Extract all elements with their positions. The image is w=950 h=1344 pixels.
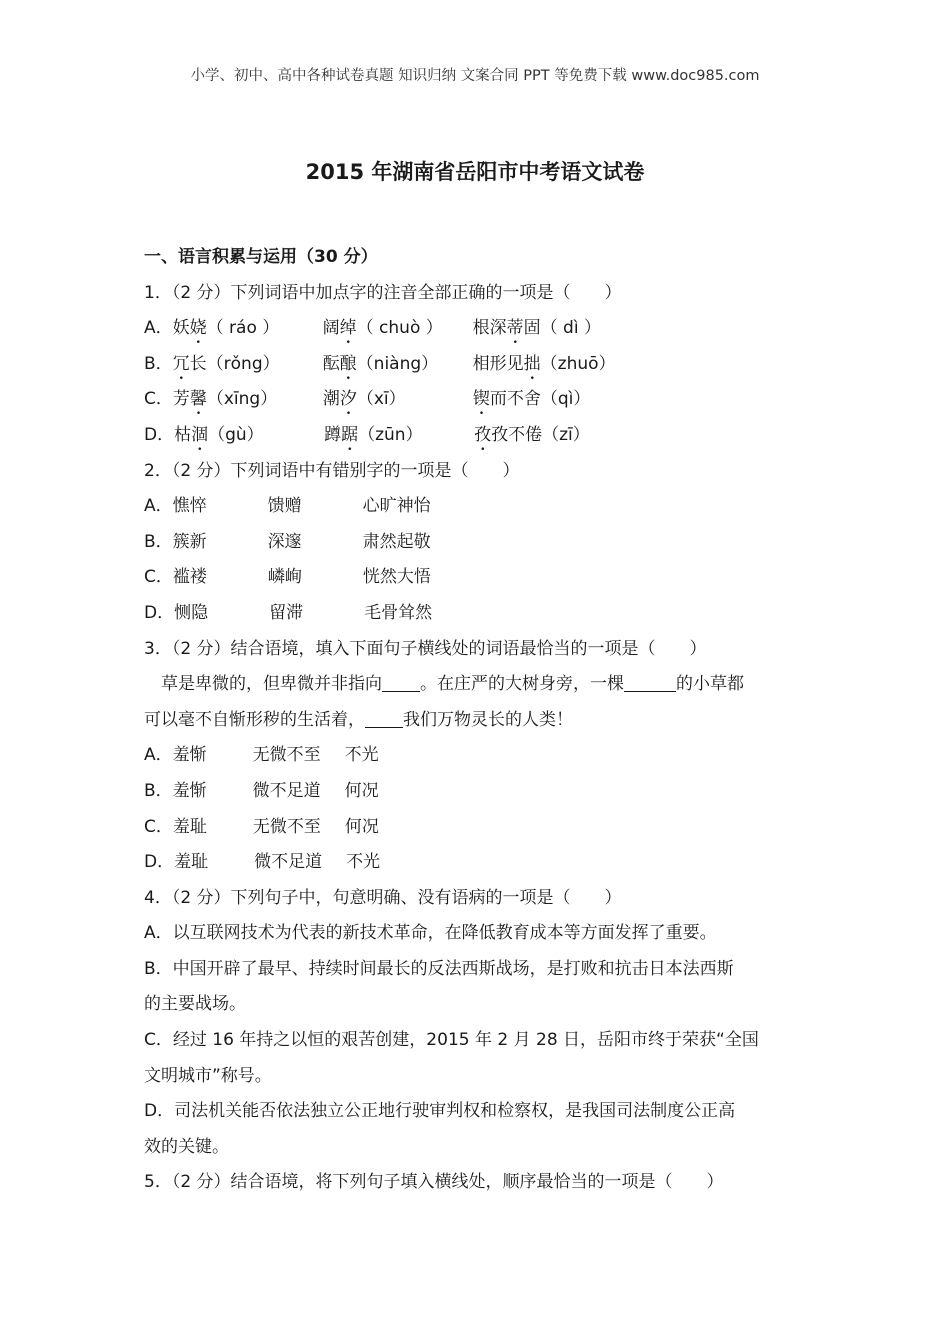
question-2-option-d: D．恻隐 留滞 毛骨耸然: [144, 602, 433, 623]
fill-blank-3: [365, 708, 403, 728]
question-1-option-d: D．枯涸（gù） 蹲踞（zūn） 孜孜不倦（zī）: [144, 424, 590, 445]
fill-blank-2: [624, 672, 676, 692]
question-4-option-c: C．经过 16 年持之以恒的艰苦创建，2015 年 2 月 28 日，岳阳市终于荣获“全国: [144, 1030, 759, 1051]
question-5-stem: 5．（2 分）结合语境，将下列句子填入横线处，顺序最恰当的一项是（ ）: [144, 1172, 724, 1193]
question-2-option-a: A．憔悴 馈赠 心旷神怡: [144, 496, 431, 517]
question-4-option-d: D．司法机关能否依法独立公正地行驶审判权和检察权，是我国司法制度公正高: [144, 1101, 736, 1122]
question-2-option-b: B．簇新 深邃 肃然起敬: [144, 531, 431, 552]
question-3-passage-line-1: 草是卑微的，但卑微并非指向 。在庄严的大树身旁，一棵 的小草都: [161, 674, 744, 695]
question-4-option-b-cont: 的主要战场。: [144, 994, 246, 1015]
question-4-option-d-cont: 效的关键。: [144, 1136, 229, 1157]
question-4-option-b: B．中国开辟了最早、持续时间最长的反法西斯战场，是打败和抗击日本法西斯: [144, 958, 734, 979]
question-3-option-c: C．羞耻 无微不至 何况: [144, 816, 379, 837]
question-4-option-a: A．以互联网技术为代表的新技术革命，在降低教育成本等方面发挥了重要。: [144, 923, 717, 944]
question-3-stem: 3．（2 分）结合语境，填入下面句子横线处的词语最恰当的一项是（ ）: [144, 638, 707, 659]
question-1-option-c: C．芳馨（xīng） 潮汐（xī） 锲而不舍（qì）: [144, 389, 591, 410]
question-2-option-c: C．褴褛 嶙峋 恍然大悟: [144, 567, 431, 588]
section-heading: 一、语言积累与运用（30 分）: [144, 247, 378, 267]
question-4-stem: 4．（2 分）下列句子中，句意明确、没有语病的一项是（ ）: [144, 887, 622, 908]
question-3-passage-line-2: 可以毫不自惭形秽的生活着， 我们万物灵长的人类！: [144, 709, 573, 730]
question-2-stem: 2．（2 分）下列词语中有错别字的一项是（ ）: [144, 460, 520, 481]
question-1-stem: 1．（2 分）下列词语中加点字的注音全部正确的一项是（ ）: [144, 282, 622, 303]
page-header: 小学、初中、高中各种试卷真题 知识归纳 文案合同 PPT 等免费下载 www.doc985.com: [190, 68, 760, 84]
question-3-option-d: D．羞耻 微不足道 不光: [144, 852, 381, 873]
question-3-option-b: B．羞惭 微不足道 何况: [144, 780, 379, 801]
question-3-option-a: A．羞惭 无微不至 不光: [144, 745, 379, 766]
exam-content: [144, 240, 810, 1201]
fill-blank-1: [382, 672, 420, 692]
question-4-option-c-cont: 文明城市”称号。: [144, 1065, 272, 1086]
page-title: 2015 年湖南省岳阳市中考语文试卷: [305, 160, 645, 184]
question-1-option-a: A．妖娆（ ráo ） 阔绰（ chuò ） 根深蒂固（ dì ）: [144, 318, 601, 339]
question-1-option-b: B．冗长（rǒng） 酝酿（niàng） 相形见拙（zhuō）: [144, 353, 616, 374]
